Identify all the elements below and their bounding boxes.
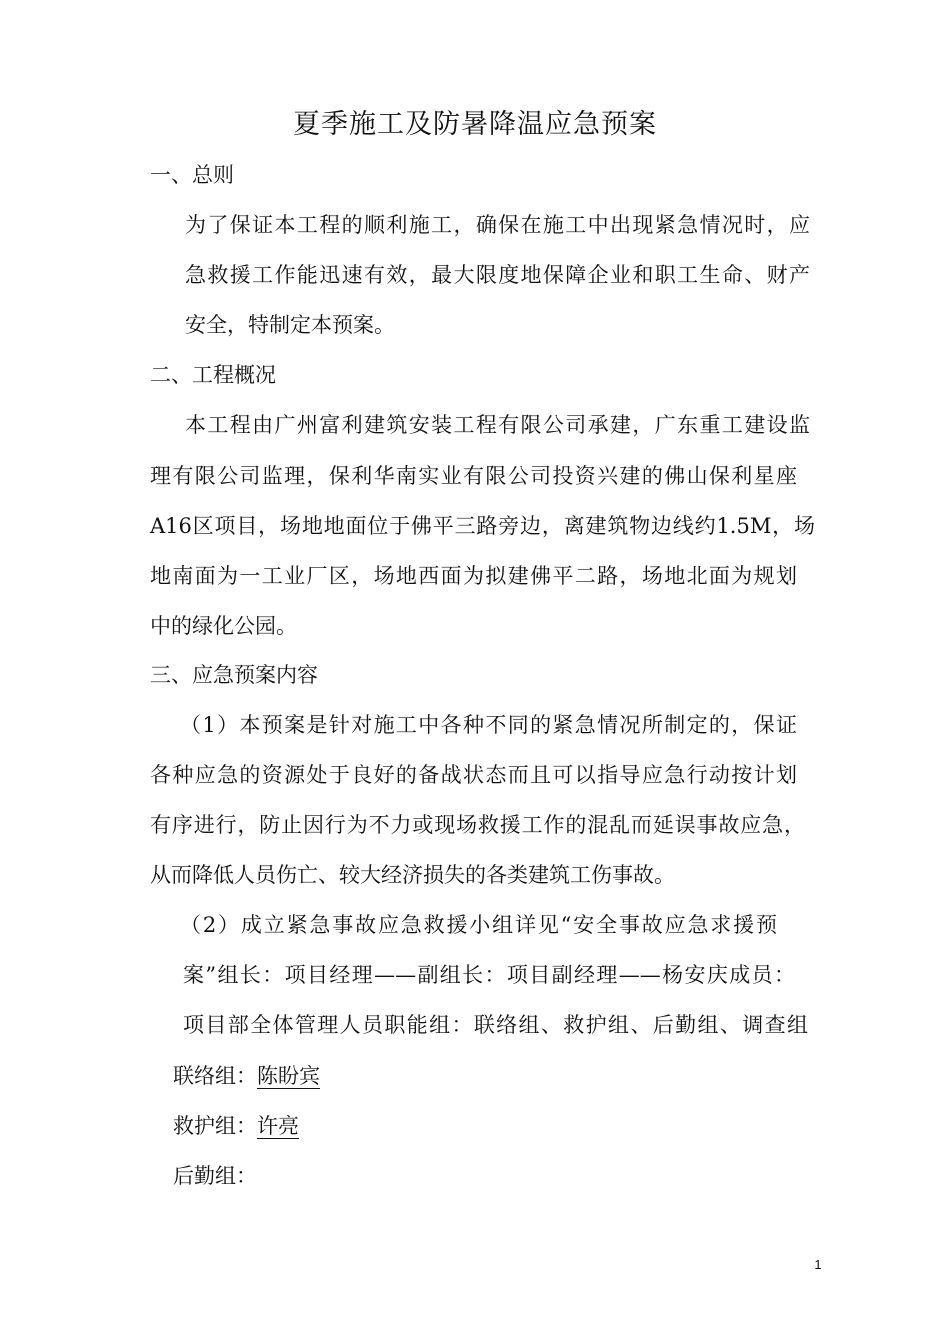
paragraph-line: 从而降低人员伤亡、较大经济损失的各类建筑工伤事故。 xyxy=(150,863,675,887)
paragraph-line: 安全，特制定本预案。 xyxy=(185,313,395,337)
document-title: 夏季施工及防暑降温应急预案 xyxy=(293,109,657,140)
liaison-group-label: 联络组： xyxy=(173,1064,257,1088)
paragraph-line: 有序进行，防止因行为不力或现场救援工作的混乱而延误事故应急， xyxy=(150,813,805,837)
paragraph-line: （2）成立紧急事故应急救援小组详见“安全事故应急求援预 xyxy=(180,913,777,937)
paragraph-line: 案”组长：项目经理——副组长：项目副经理——杨安庆成员： xyxy=(183,963,795,987)
section-heading-emergency-plan: 三、应急预案内容 xyxy=(150,663,318,687)
rescue-group-member: 许亮 xyxy=(257,1114,299,1138)
paragraph-line: 本工程由广州富利建筑安装工程有限公司承建，广东重工建设监 xyxy=(185,413,810,437)
liaison-group-member: 陈盼宾 xyxy=(257,1064,320,1088)
page-number: 1 xyxy=(814,1257,822,1272)
paragraph-line: 急救援工作能迅速有效，最大限度地保障企业和职工生命、财产 xyxy=(185,263,810,287)
paragraph-line: 中的绿化公园。 xyxy=(150,614,297,638)
rescue-group-row xyxy=(173,1111,299,1141)
paragraph-line: 为了保证本工程的顺利施工，确保在施工中出现紧急情况时，应 xyxy=(185,213,810,237)
rescue-group-label: 救护组： xyxy=(173,1114,257,1138)
paragraph-line: 理有限公司监理，保利华南实业有限公司投资兴建的佛山保利星座 xyxy=(150,464,797,488)
section-heading-general: 一、总则 xyxy=(150,163,234,187)
paragraph-line: （1）本预案是针对施工中各种不同的紧急情况所制定的，保证 xyxy=(180,713,797,737)
paragraph-line: 地南面为一工业厂区，场地西面为拟建佛平二路，场地北面为规划 xyxy=(150,564,797,588)
logistics-group-row xyxy=(173,1161,257,1191)
section-heading-overview: 二、工程概况 xyxy=(150,363,276,387)
liaison-group-row xyxy=(173,1061,320,1091)
paragraph-line: 项目部全体管理人员职能组：联络组、救护组、后勤组、调查组 xyxy=(183,1013,808,1037)
logistics-group-label: 后勤组： xyxy=(173,1164,257,1188)
paragraph-line: 各种应急的资源处于良好的备战状态而且可以指导应急行动按计划 xyxy=(150,763,797,787)
paragraph-line: A16区项目，场地地面位于佛平三路旁边，离建筑物边线约1.5M，场 xyxy=(150,514,815,538)
